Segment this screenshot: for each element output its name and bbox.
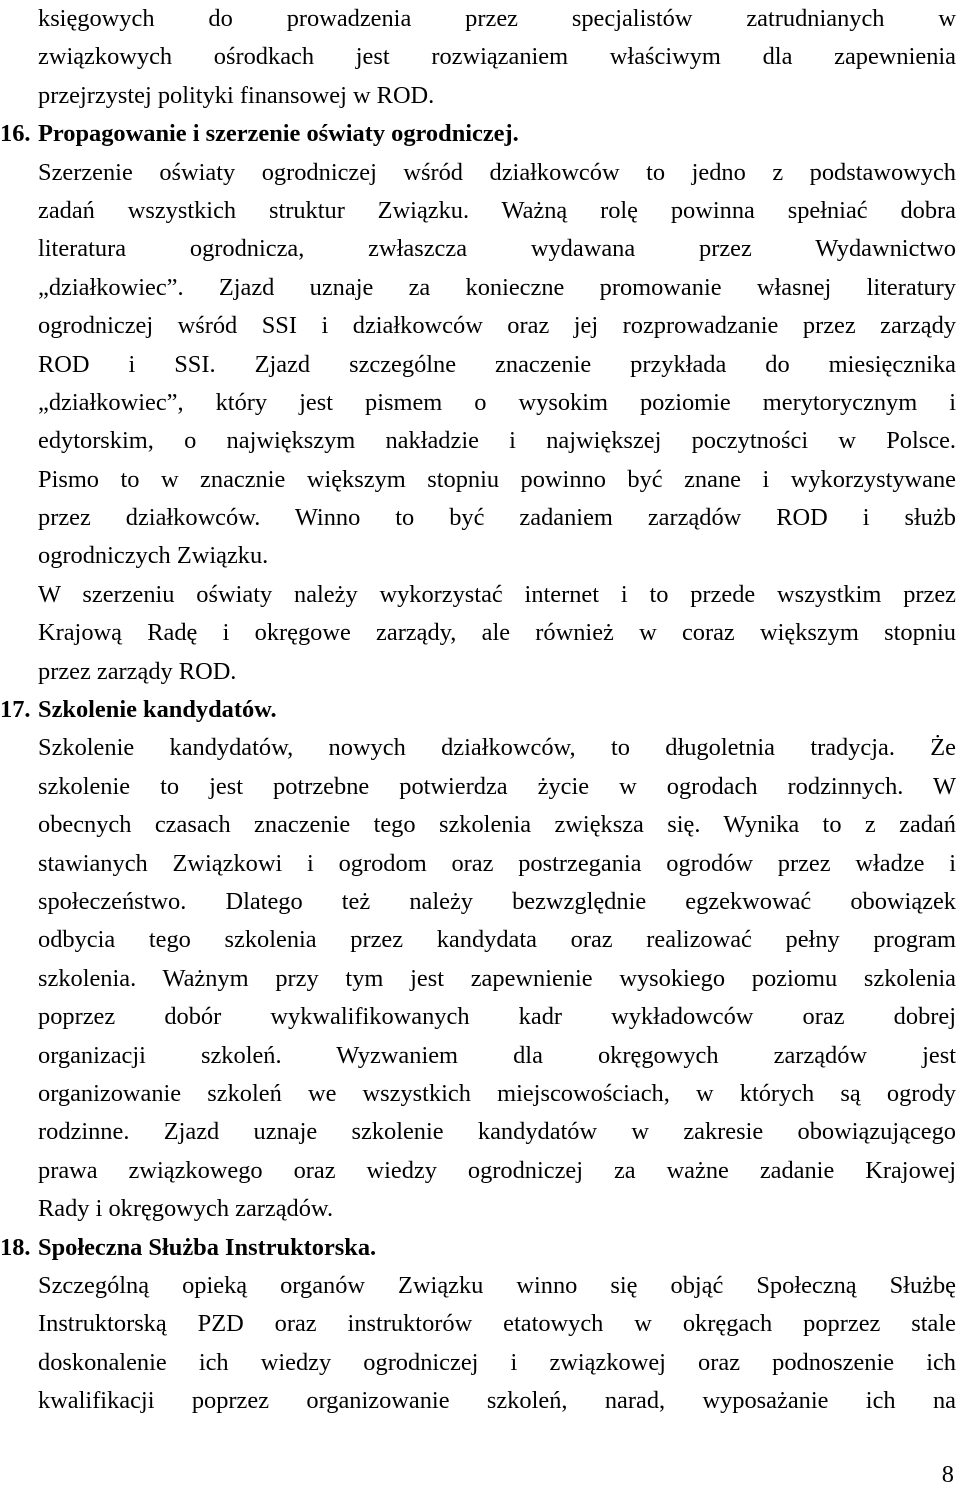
section-title: Szkolenie kandydatów.	[38, 696, 277, 724]
section-15-tail	[38, 0, 956, 115]
section-number: 18.	[0, 1233, 31, 1261]
paragraph-line: edytorskim, o największym nakładzie i największej poczytności w Polsce.	[38, 427, 956, 455]
paragraph-line: doskonalenie ich wiedzy ogrodniczej i związkowej oraz podnoszenie ich	[38, 1348, 956, 1376]
paragraph-line: ogrodniczej wśród SSI i działkowców oraz jej rozprowadzanie przez zarządy	[38, 312, 956, 340]
paragraph-line: odbycia tego szkolenia przez kandydata oraz realizować pełny program	[38, 926, 956, 954]
paragraph-line: Krajową Radę i okręgowe zarządy, ale również w coraz większym stopniu	[38, 619, 956, 647]
paragraph-line: Instruktorską PZD oraz instruktorów etatowych w okręgach poprzez stale	[38, 1310, 956, 1338]
page-number: 8	[941, 1461, 954, 1488]
section-heading	[0, 1229, 956, 1267]
paragraph-line: Szerzenie oświaty ogrodniczej wśród działkowców to jedno z podstawowych	[38, 158, 956, 186]
paragraph-line: stawianych Związkowi i ogrodom oraz postrzegania ogrodów przez władze i	[38, 849, 956, 877]
paragraph-line: ROD i SSI. Zjazd szczególne znaczenie przykłada do miesięcznika	[38, 350, 956, 378]
paragraph-line: Rady i okręgowych zarządów.	[38, 1195, 334, 1223]
paragraph-line: Szczególną opieką organów Związku winno się objąć Społeczną Służbę	[38, 1271, 956, 1299]
paragraph-line: „działkowiec”, który jest pismem o wysokim poziomie merytorycznym i	[38, 388, 956, 416]
section-17	[0, 691, 956, 1228]
paragraph-line: księgowych do prowadzenia przez specjalistów zatrudnianych w	[38, 5, 956, 32]
paragraph-line: organizowanie szkoleń we wszystkich miejscowościach, w których są ogrody	[38, 1079, 956, 1107]
paragraph-line: Szkolenie kandydatów, nowych działkowców, to długoletnia tradycja. Że	[38, 734, 956, 762]
section-title: Społeczna Służba Instruktorska.	[38, 1233, 377, 1261]
paragraph-line: społeczeństwo. Dlatego też należy bezwzględnie egzekwować obowiązek	[38, 887, 956, 915]
paragraph-line: organizacji szkoleń. Wyzwaniem dla okręgowych zarządów jest	[38, 1041, 956, 1069]
paragraph-line: literatura ogrodnicza, zwłaszcza wydawana przez Wydawnictwo	[38, 235, 956, 263]
paragraph-line: związkowych ośrodkach jest rozwiązaniem właściwym dla zapewnienia	[38, 43, 956, 71]
section-16	[0, 115, 956, 691]
paragraph-line: kwalifikacji poprzez organizowanie szkoleń, narad, wyposażanie ich na	[38, 1387, 956, 1415]
paragraph-line: rodzinne. Zjazd uznaje szkolenie kandydatów w zakresie obowiązującego	[38, 1118, 956, 1146]
section-number: 16.	[0, 120, 31, 148]
paragraph-line: ogrodniczych Związku.	[38, 542, 269, 570]
paragraph-line: prawa związkowego oraz wiedzy ogrodniczej za ważne zadanie Krajowej	[38, 1156, 956, 1184]
paragraph-line: obecnych czasach znaczenie tego szkolenia zwiększa się. Wynika to z zadań	[38, 811, 956, 839]
paragraph-line: szkolenia. Ważnym przy tym jest zapewnienie wysokiego poziomu szkolenia	[38, 964, 956, 992]
paragraph-line: W szerzeniu oświaty należy wykorzystać internet i to przede wszystkim przez	[38, 580, 956, 608]
paragraph-line: przez działkowców. Winno to być zadaniem zarządów ROD i służb	[38, 504, 956, 532]
paragraph-line: „działkowiec”. Zjazd uznaje za konieczne promowanie własnej literatury	[38, 273, 956, 301]
section-18	[0, 1229, 956, 1421]
section-heading	[0, 115, 956, 153]
paragraph-line: poprzez dobór wykwalifikowanych kadr wykładowców oraz dobrej	[38, 1003, 956, 1031]
paragraph-line: szkolenie to jest potrzebne potwierdza życie w ogrodach rodzinnych. W	[38, 772, 956, 800]
section-number: 17.	[0, 696, 31, 724]
paragraph-line: przez zarządy ROD.	[38, 657, 237, 685]
paragraph-line: Pismo to w znacznie większym stopniu powinno być znane i wykorzystywane	[38, 465, 956, 493]
paragraph-line: zadań wszystkich struktur Związku. Ważną rolę powinna spełniać dobra	[38, 196, 956, 224]
section-title: Propagowanie i szerzenie oświaty ogrodniczej.	[38, 120, 519, 148]
section-heading	[0, 691, 956, 729]
paragraph-line: przejrzystej polityki finansowej w ROD.	[38, 81, 435, 109]
